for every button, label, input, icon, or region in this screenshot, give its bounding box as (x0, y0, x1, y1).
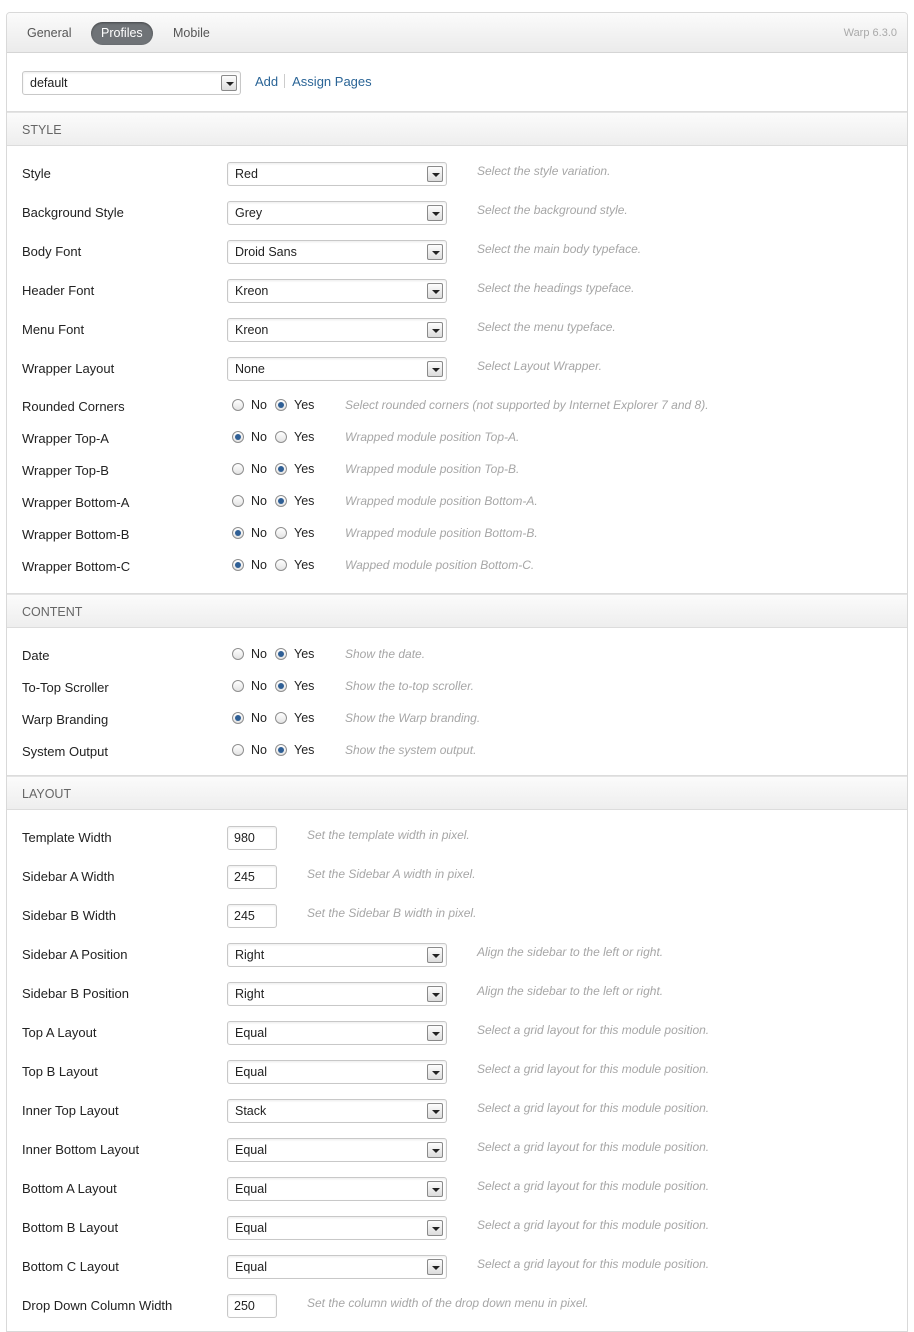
add-profile-link[interactable]: Add (255, 74, 279, 89)
sidebar-a-width-input[interactable]: 245 (227, 865, 277, 889)
select-value: Stack (235, 1104, 267, 1118)
select-value: Equal (235, 1221, 267, 1235)
setting-row-bottom-c-layout (7, 1255, 907, 1285)
setting-label: Inner Bottom Layout (22, 1142, 140, 1157)
setting-row-wrapper-top-b (7, 460, 907, 484)
setting-description: Select a grid layout for this module position. (477, 1062, 710, 1076)
radio-no[interactable] (232, 399, 244, 411)
setting-description: Select the main body typeface. (477, 242, 642, 256)
setting-row-wrapper-layout (7, 357, 907, 387)
select-value: Kreon (235, 284, 269, 298)
radio-yes-label: Yes (294, 558, 315, 572)
setting-label: Top B Layout (22, 1064, 98, 1079)
radio-no[interactable] (232, 680, 244, 692)
setting-label: Date (22, 648, 50, 663)
tab-general[interactable]: General (27, 26, 72, 40)
select-value: Equal (235, 1026, 267, 1040)
radio-no-label: No (251, 647, 267, 661)
setting-description: Select the style variation. (477, 164, 611, 178)
setting-label: Sidebar B Width (22, 908, 116, 923)
select-value: Droid Sans (235, 245, 297, 259)
chevron-down-icon (221, 75, 237, 91)
setting-row-sidebar-a-position (7, 943, 907, 973)
setting-description: Wrapped module position Top-A. (345, 430, 520, 444)
style-section (7, 146, 907, 594)
setting-description: Select a grid layout for this module position. (477, 1218, 710, 1232)
setting-row-inner-bottom-layout (7, 1138, 907, 1168)
setting-description: Select a grid layout for this module position. (477, 1257, 710, 1271)
profile-bar (7, 53, 907, 112)
tab-bar (7, 13, 907, 53)
radio-no[interactable] (232, 495, 244, 507)
setting-row-wrapper-bottom-b (7, 524, 907, 548)
setting-row-sidebar-b-position (7, 982, 907, 1012)
bottom-b-layout-select[interactable] (227, 1216, 447, 1240)
sidebar-a-position-select[interactable] (227, 943, 447, 967)
setting-label: Rounded Corners (22, 399, 125, 414)
radio-yes-label: Yes (294, 462, 315, 476)
setting-label: Wrapper Top-B (22, 463, 109, 478)
sidebar-b-width-input[interactable]: 245 (227, 904, 277, 928)
setting-label: Wrapper Bottom-C (22, 559, 131, 574)
setting-label: To-Top Scroller (22, 680, 109, 695)
chevron-down-icon (427, 166, 443, 182)
setting-row-style (7, 162, 907, 192)
drop-down-column-width-input[interactable]: 250 (227, 1294, 277, 1318)
setting-label: Body Font (22, 244, 82, 259)
radio-no-label: No (251, 494, 267, 508)
select-value: Kreon (235, 323, 269, 337)
radio-no[interactable] (232, 559, 244, 571)
setting-label: Warp Branding (22, 712, 109, 727)
setting-row-body-font (7, 240, 907, 270)
select-value: Equal (235, 1182, 267, 1196)
radio-yes[interactable] (275, 463, 287, 475)
setting-description: Wrapped module position Top-B. (345, 462, 520, 476)
setting-description: Select Layout Wrapper. (477, 359, 602, 373)
select-value: None (235, 362, 265, 376)
radio-no[interactable] (232, 744, 244, 756)
radio-yes-label: Yes (294, 398, 315, 412)
setting-label: Bottom C Layout (22, 1259, 119, 1274)
radio-no[interactable] (232, 648, 244, 660)
radio-no-label: No (251, 526, 267, 540)
section-header-content: CONTENT (7, 594, 907, 628)
radio-yes-label: Yes (294, 647, 315, 661)
setting-description: Show the system output. (345, 743, 477, 757)
chevron-down-icon (427, 244, 443, 260)
link-divider (284, 74, 285, 88)
section-header-style: STYLE (7, 112, 907, 146)
radio-yes-label: Yes (294, 526, 315, 540)
setting-row-wrapper-top-a (7, 428, 907, 452)
tab-mobile[interactable]: Mobile (173, 26, 210, 40)
radio-no-label: No (251, 711, 267, 725)
setting-row-menu-font (7, 318, 907, 348)
select-value: Grey (235, 206, 263, 220)
radio-yes-label: Yes (294, 743, 315, 757)
wrapper-layout-select[interactable] (227, 357, 447, 381)
radio-yes-label: Yes (294, 679, 315, 693)
setting-description: Select a grid layout for this module position. (477, 1101, 710, 1115)
setting-label: Wrapper Top-A (22, 431, 109, 446)
setting-description: Show the to-top scroller. (345, 679, 474, 693)
setting-label: Bottom B Layout (22, 1220, 119, 1235)
setting-description: Wapped module position Bottom-C. (345, 558, 535, 572)
chevron-down-icon (427, 1103, 443, 1119)
select-value: Equal (235, 1143, 267, 1157)
template-width-input[interactable]: 980 (227, 826, 277, 850)
setting-label: Style (22, 166, 51, 181)
setting-description: Set the template width in pixel. (307, 828, 470, 842)
radio-yes[interactable] (275, 431, 287, 443)
setting-description: Select the background style. (477, 203, 628, 217)
setting-row-template-width (7, 826, 907, 856)
section-header-layout: LAYOUT (7, 776, 907, 810)
radio-no-label: No (251, 430, 267, 444)
setting-label: Wrapper Bottom-B (22, 527, 130, 542)
radio-no[interactable] (232, 527, 244, 539)
radio-no-label: No (251, 462, 267, 476)
setting-description: Set the Sidebar A width in pixel. (307, 867, 476, 881)
setting-description: Set the Sidebar B width in pixel. (307, 906, 477, 920)
setting-label: Template Width (22, 830, 112, 845)
setting-description: Align the sidebar to the left or right. (477, 945, 664, 959)
setting-row-top-a-layout (7, 1021, 907, 1051)
sidebar-b-position-select[interactable] (227, 982, 447, 1006)
version-label: Warp 6.3.0 (843, 27, 897, 39)
setting-row-rounded-corners (7, 396, 907, 420)
radio-yes[interactable] (275, 648, 287, 660)
tab-profiles[interactable]: Profiles (91, 22, 153, 45)
setting-row-bottom-a-layout (7, 1177, 907, 1207)
chevron-down-icon (427, 205, 443, 221)
setting-row-warp-branding (7, 709, 907, 733)
setting-row-header-font (7, 279, 907, 309)
select-value: Right (235, 948, 265, 962)
body-font-select[interactable] (227, 240, 447, 264)
setting-label: Drop Down Column Width (22, 1298, 173, 1313)
radio-no-label: No (251, 558, 267, 572)
chevron-down-icon (427, 1142, 443, 1158)
radio-yes[interactable] (275, 680, 287, 692)
setting-description: Select the menu typeface. (477, 320, 616, 334)
profile-links (255, 74, 372, 89)
setting-row-sidebar-a-width (7, 865, 907, 895)
radio-yes-label: Yes (294, 430, 315, 444)
setting-row-date (7, 645, 907, 669)
setting-label: Sidebar B Position (22, 986, 129, 1001)
radio-no-label: No (251, 743, 267, 757)
setting-row-bottom-b-layout (7, 1216, 907, 1246)
setting-row-top-b-layout (7, 1060, 907, 1090)
chevron-down-icon (427, 1259, 443, 1275)
setting-label: System Output (22, 744, 108, 759)
radio-no[interactable] (232, 463, 244, 475)
chevron-down-icon (427, 1064, 443, 1080)
radio-no[interactable] (232, 712, 244, 724)
setting-row-wrapper-bottom-c (7, 556, 907, 580)
select-value: Equal (235, 1065, 267, 1079)
radio-no-label: No (251, 398, 267, 412)
chevron-down-icon (427, 283, 443, 299)
assign-pages-link[interactable]: Assign Pages (292, 74, 372, 89)
bottom-c-layout-select[interactable] (227, 1255, 447, 1279)
select-value: Red (235, 167, 258, 181)
setting-row-inner-top-layout (7, 1099, 907, 1129)
radio-yes[interactable] (275, 559, 287, 571)
radio-yes[interactable] (275, 712, 287, 724)
content-section (7, 628, 907, 776)
setting-label: Bottom A Layout (22, 1181, 117, 1196)
setting-description: Select a grid layout for this module position. (477, 1179, 710, 1193)
top-a-layout-select[interactable] (227, 1021, 447, 1045)
radio-yes[interactable] (275, 744, 287, 756)
chevron-down-icon (427, 322, 443, 338)
style-select[interactable] (227, 162, 447, 186)
chevron-down-icon (427, 1181, 443, 1197)
menu-font-select[interactable] (227, 318, 447, 342)
radio-no[interactable] (232, 431, 244, 443)
inner-bottom-layout-select[interactable] (227, 1138, 447, 1162)
radio-yes-label: Yes (294, 494, 315, 508)
chevron-down-icon (427, 947, 443, 963)
top-b-layout-select[interactable] (227, 1060, 447, 1084)
setting-label: Top A Layout (22, 1025, 97, 1040)
chevron-down-icon (427, 361, 443, 377)
profile-select-value: default (30, 76, 68, 90)
setting-label: Inner Top Layout (22, 1103, 119, 1118)
setting-row-wrapper-bottom-a (7, 492, 907, 516)
select-value: Equal (235, 1260, 267, 1274)
setting-row-background-style (7, 201, 907, 231)
settings-panel (6, 12, 908, 1332)
background-style-select[interactable] (227, 201, 447, 225)
setting-description: Select a grid layout for this module position. (477, 1023, 710, 1037)
setting-description: Select a grid layout for this module position. (477, 1140, 710, 1154)
bottom-a-layout-select[interactable] (227, 1177, 447, 1201)
setting-description: Wrapped module position Bottom-A. (345, 494, 538, 508)
setting-label: Header Font (22, 283, 95, 298)
setting-row-to-top-scroller (7, 677, 907, 701)
radio-yes[interactable] (275, 399, 287, 411)
setting-label: Sidebar A Width (22, 869, 115, 884)
radio-yes[interactable] (275, 495, 287, 507)
header-font-select[interactable] (227, 279, 447, 303)
setting-description: Select rounded corners (not supported by Internet Explorer 7 and 8). (345, 398, 709, 412)
inner-top-layout-select[interactable] (227, 1099, 447, 1123)
setting-label: Wrapper Bottom-A (22, 495, 130, 510)
layout-section (7, 810, 907, 1332)
chevron-down-icon (427, 1025, 443, 1041)
setting-label: Sidebar A Position (22, 947, 128, 962)
setting-label: Menu Font (22, 322, 85, 337)
setting-description: Wrapped module position Bottom-B. (345, 526, 538, 540)
radio-no-label: No (251, 679, 267, 693)
setting-description: Show the Warp branding. (345, 711, 481, 725)
setting-description: Show the date. (345, 647, 426, 661)
setting-description: Set the column width of the drop down menu in pixel. (307, 1296, 589, 1310)
profile-select[interactable] (22, 71, 241, 95)
setting-label: Wrapper Layout (22, 361, 115, 376)
radio-yes[interactable] (275, 527, 287, 539)
chevron-down-icon (427, 986, 443, 1002)
setting-row-sidebar-b-width (7, 904, 907, 934)
setting-row-system-output (7, 741, 907, 765)
setting-description: Align the sidebar to the left or right. (477, 984, 664, 998)
select-value: Right (235, 987, 265, 1001)
chevron-down-icon (427, 1220, 443, 1236)
setting-description: Select the headings typeface. (477, 281, 635, 295)
setting-label: Background Style (22, 205, 124, 220)
radio-yes-label: Yes (294, 711, 315, 725)
